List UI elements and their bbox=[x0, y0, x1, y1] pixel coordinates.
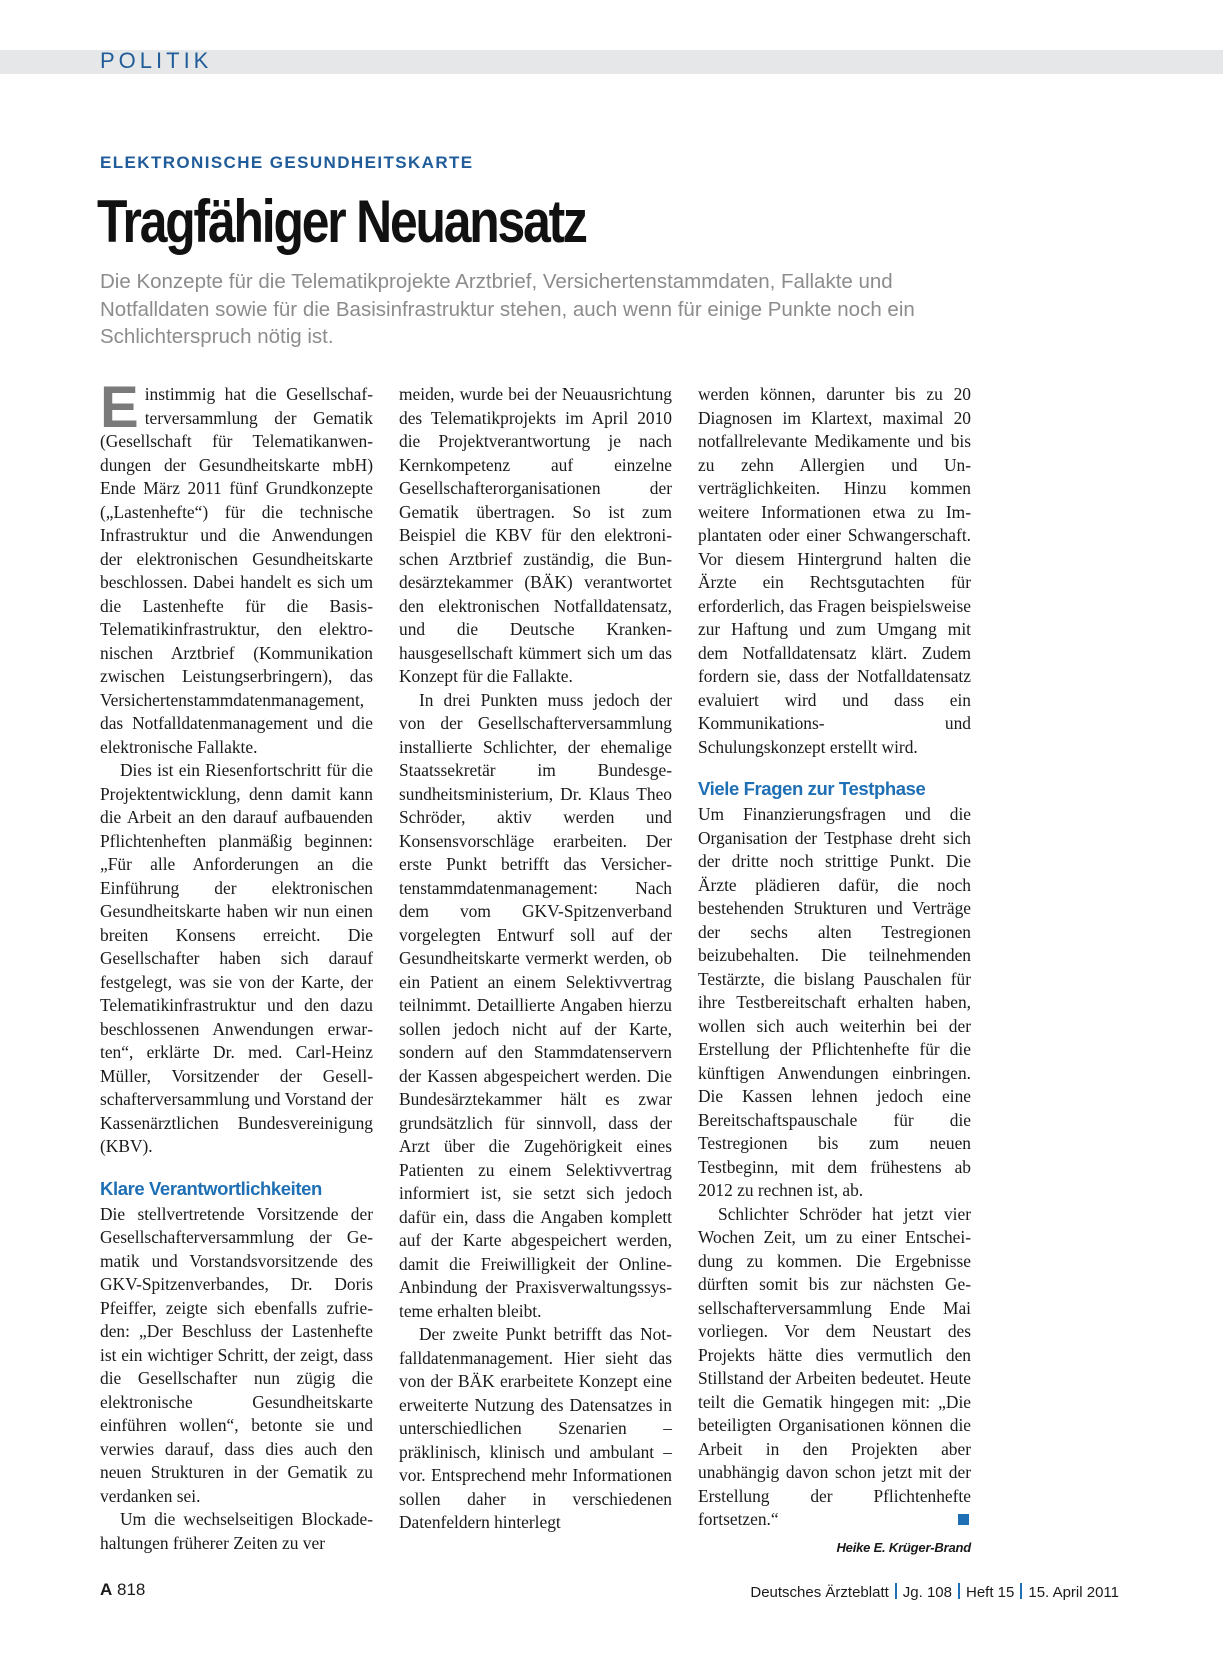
separator bbox=[1020, 1583, 1022, 1599]
separator bbox=[895, 1583, 897, 1599]
paragraph: Der zweite Punkt betrifft das Notfalldatenmanagement. Hier sieht das von der BÄK erarbeitete Konzept eine erweiterte Nutzung des Datensatzes in unterschiedlichen Szenarien – präklinisch, klinisch und ambulant – vor. Entsprechend mehr Informationen sollen daher in verschiedenen Datenfeldern hinterlegt bbox=[399, 1324, 672, 1532]
issue: Heft 15 bbox=[966, 1584, 1015, 1601]
paragraph: Um Finanzierungsfragen und die Organisation der Testphase dreht sich der dritte noch strittige Punkt. Die Ärzte plädieren dafür, die noch bestehenden Strukturen und Verträge der sechs alten Testregionen beizubehalten. Die teilnehmenden Testärzte, die bislang Pauschalen für ihre Testbereitschaft erhalten haben, wollen sich auch weiterhin bei der Erstellung der Pflichtenhefte für die künftigen Anwendungen einbringen. Die Kassen lehnen jedoch eine Bereitschaftspauschale für die Testregionen bis zum neuen Testbeginn, mit dem frühestens ab 2012 zu rechnen ist, ab. bbox=[698, 804, 971, 1200]
end-mark-icon bbox=[958, 1514, 969, 1525]
article-column-1 bbox=[100, 375, 373, 1555]
article-lead: Die Konzepte für die Telematikprojekte Arztbrief, Versichertenstammdaten, Fallakte und Notfalldaten sowie für die Basisinfrastruktur stehen, auch wenn für einige Punkte noch ein Schlichterspruch nötig ist. bbox=[100, 270, 915, 348]
issue-date: 15. April 2011 bbox=[1028, 1584, 1119, 1601]
article-column-3 bbox=[698, 383, 971, 1559]
subheading: Viele Fragen zur Testphase bbox=[698, 778, 926, 799]
paragraph: meiden, wurde bei der Neuausrichtung des Telematikprojekts im April 2010 die Projektverantwortung je nach Kernkompetenz auf einzelne Gesellschafterorganisationen der Gematik übertragen. So ist zum Beispiel die KBV für den elektronischen Arztbrief zuständig, die Bundesärztekammer (BÄK) verantwortet den elektronischen Notfalldatensatz, und die Deutsche Krankenhausgesellschaft kümmert sich um das Konzept für die Fallakte. bbox=[399, 384, 672, 686]
paragraph: In drei Punkten muss jedoch der von der Gesellschafterversammlung installierte Schlichter, der ehemalige Staatssekretär im Bundesgesundheitsministerium, Dr. Klaus Theo Schröder, aktiv werden und Konsensvorschläge erarbeiten. Der erste Punkt betrifft das Versichertenstammdatenmanagement: Nach dem vom GKV-Spitzenverband vorgelegten Entwurf soll auf der Gesundheitskarte vermerkt werden, ob ein Patient an einem Selektivvertrag teilnimmt. Detaillierte Angaben hierzu sollen jedoch nicht auf der Karte, sondern auf den Stammdatenservern der Kassen abgespeichert werden. Die Bundesärztekammer hält es zwar grundsätzlich für sinnvoll, dass der Arzt über die Zugehörigkeit eines Patienten zu einem Selektivvertrag informiert ist, sie setzt sich jedoch dafür ein, dass die Angaben komplett auf der Karte abgespeichert werden, damit die Freiwilligkeit der Online-Anbindung der Praxisverwaltungssysteme erhalten bleibt. bbox=[399, 689, 672, 1321]
article-headline: Tragfähiger Neuansatz bbox=[97, 188, 586, 255]
footer-citation bbox=[750, 1583, 1119, 1601]
paragraph: Schlichter Schröder hat jetzt vier Wochen Zeit, um zu einer Entscheidung zu kommen. Die Ergebnisse dürften somit bis zur nächsten Gesellschafterversammlung Ende Mai vorliegen. Vor dem Neustart des Projekts hätte dies vermutlich den Stillstand der Arbeiten bedeutet. Heute teilt die Gematik hingegen mit: „Die beteiligten Organisationen können die Arbeit in den Projekten aber unabhängig davon schon jetzt mit der Erstellung der Pflichtenhefte fortsetzen.“ bbox=[698, 1203, 971, 1529]
paragraph: werden können, darunter bis zu 20 Diagnosen im Klartext, maximal 20 notfallrelevante Medikamente und bis zu zehn Allergien und Unverträglichkeiten. Hinzu kommen weitere Informationen etwa zu Implantaten oder einer Schwangerschaft. Vor diesem Hintergrund halten die Ärzte ein Rechtsgutachten für erforderlich, das Fragen beispielsweise zur Haftung und zum Umgang mit dem Notfalldatensatz klärt. Zudem fordern sie, dass der Notfalldatensatz evaluiert wird und dass ein Kommunikations- und Schulungskonzept erstellt wird. bbox=[698, 384, 971, 757]
subheading: Klare Verantwortlichkeiten bbox=[100, 1177, 322, 1199]
paragraph: Einstimmig hat die Gesellschafterversammlung der Gematik (Gesellschaft für Telematikanwendungen der Gesundheitskarte mbH) Ende März 2011 fünf Grundkonzepte („Lastenhefte“) für die technische Infrastruktur und die Anwendungen der elektronischen Gesundheitskarte beschlossen. Dabei handelt es sich um die Lastenhefte für die BasisTelematikinfrastruktur, den elektronischen Arztbrief (Kommunikation zwischen Leistungserbringern), das Versichertenstammdatenmanagement, das Notfalldatenmanagement und die elektronische Fallakte. bbox=[100, 375, 373, 757]
author-byline: Heike E. Krüger-Brand bbox=[836, 1539, 971, 1555]
page-number: A 818 bbox=[100, 1580, 146, 1599]
volume: Jg. 108 bbox=[902, 1584, 952, 1601]
drop-cap: E bbox=[100, 375, 139, 440]
section-label: POLITIK bbox=[100, 48, 213, 73]
paragraph: Dies ist ein Riesenfortschritt für die Projektentwicklung, denn damit kann die Arbeit an den darauf aufbauenden Pflichtenheften planmäßig beginnen: „Für alle Anforderungen an die Einführung der elektronischen Gesundheitskarte haben wir nun einen breiten Konsens erreicht. Die Gesellschafter haben sich darauf festgelegt, was sie von der Karte, der Telematikinfrastruktur und den dazu beschlossenen Anwendungen erwarten“, erklärte Dr. med. Carl-Heinz Müller, Vorsitzender der Gesellschafterversammlung und Vorstand der Kassenärztlichen Bundesvereinigung (KBV). bbox=[100, 760, 373, 1156]
separator bbox=[958, 1583, 960, 1599]
article-kicker: ELEKTRONISCHE GESUNDHEITSKARTE bbox=[100, 153, 474, 172]
paragraph: Um die wechselseitigen Blockadehaltungen früherer Zeiten zu ver bbox=[100, 1509, 373, 1553]
article-column-2 bbox=[399, 383, 672, 1535]
paragraph: Die stellvertretende Vorsitzende der Gesellschafterversammlung der Gematik und Vorstandsvorsitzende des GKV-Spitzenverbandes, Dr. Doris Pfeiffer, zeigte sich ebenfalls zufrieden: „Der Beschluss der Lastenhefte ist ein wichtiger Schritt, der zeigt, dass die Gesellschafter nun zügig die elektronische Gesundheitskarte einführen wollen“, betonte sie und verwies darauf, dass dies auch den neuen Strukturen in der Gematik zu verdanken sei. bbox=[100, 1203, 373, 1506]
publication-name: Deutsches Ärzteblatt bbox=[750, 1584, 889, 1601]
